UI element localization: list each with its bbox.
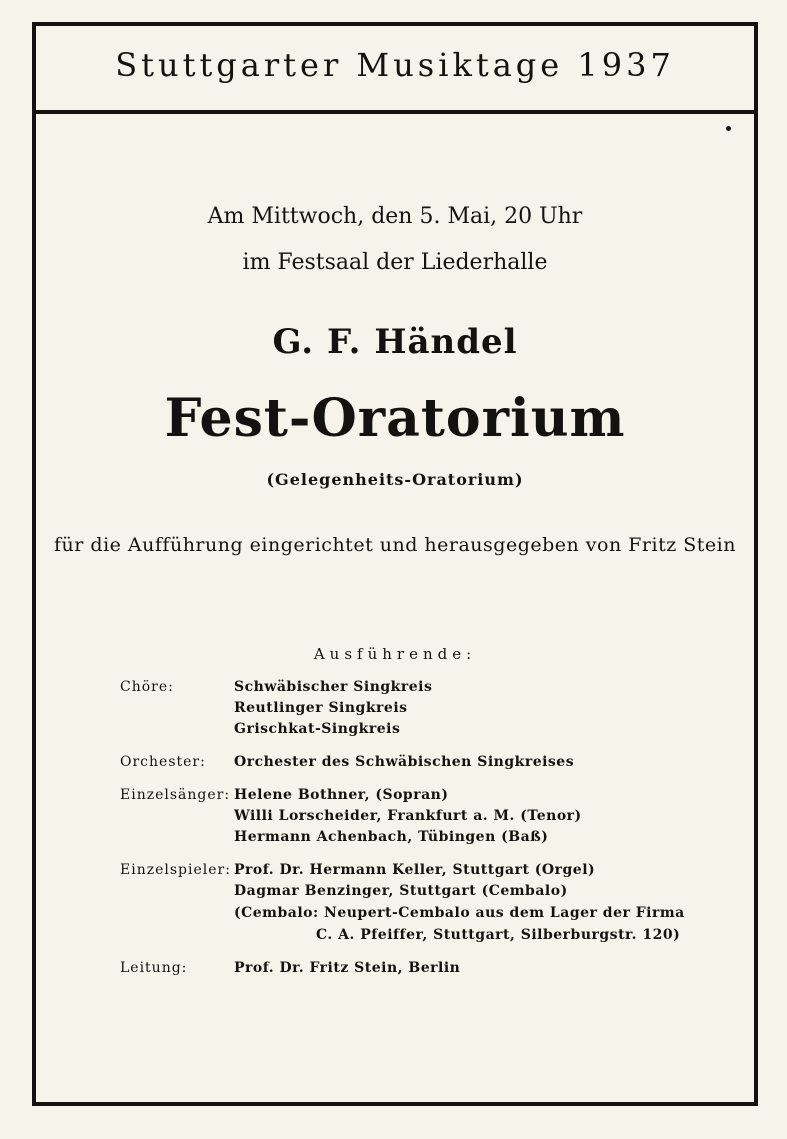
performer-name: Helene Bothner, (Sopran) xyxy=(234,787,449,803)
composer-name: G. F. Händel xyxy=(272,322,518,362)
event-date: Am Mittwoch, den 5. Mai, 20 Uhr xyxy=(207,204,583,229)
performer-name: Dagmar Benzinger, Stuttgart (Cembalo) xyxy=(234,883,568,899)
performer-name: Willi Lorscheider, Frankfurt a. M. (Tenor) xyxy=(234,808,582,824)
header-title: Stuttgarter Musiktage 1937 xyxy=(115,46,675,84)
cembalo-note-line: C. A. Pfeiffer, Stuttgart, Silberburgstr. 120) xyxy=(316,927,681,943)
role-label: Einzelspieler: xyxy=(120,862,231,878)
performer-group-orchestra xyxy=(120,752,740,773)
performer-group-singers xyxy=(120,785,740,848)
role-label: Einzelsänger: xyxy=(120,787,231,803)
role-label: Leitung: xyxy=(120,960,188,976)
performer-name: Prof. Dr. Hermann Keller, Stuttgart (Orgel) xyxy=(234,862,596,878)
performer-group-choirs xyxy=(120,677,740,740)
work-title: Fest-Oratorium xyxy=(164,388,626,449)
role-label: Chöre: xyxy=(120,679,174,695)
arrangement-credit: für die Aufführung eingerichtet und herausgegeben von Fritz Stein xyxy=(54,534,736,556)
performer-group-conductor xyxy=(120,958,740,979)
performer-names xyxy=(234,752,740,773)
event-venue: im Festsaal der Liederhalle xyxy=(242,250,548,275)
performer-name: Hermann Achenbach, Tübingen (Baß) xyxy=(234,829,549,845)
performers-list xyxy=(120,677,740,991)
performer-group-instrumentalists xyxy=(120,860,740,946)
performer-name: Reutlinger Singkreis xyxy=(234,700,408,716)
cembalo-note-line: (Cembalo: Neupert-Cembalo aus dem Lager der Firma xyxy=(234,905,685,921)
performers-heading: Ausführende: xyxy=(313,645,477,663)
performer-names xyxy=(234,785,740,848)
performer-names xyxy=(234,860,740,946)
role-label: Orchester: xyxy=(120,754,206,770)
performer-names xyxy=(234,677,740,740)
performer-name: Grischkat-Singkreis xyxy=(234,721,401,737)
performer-name: Orchester des Schwäbischen Singkreises xyxy=(234,754,575,770)
performer-name: Schwäbischer Singkreis xyxy=(234,679,433,695)
print-speck xyxy=(726,126,731,131)
header-divider xyxy=(36,110,754,114)
performer-names xyxy=(234,958,740,979)
work-subtitle: (Gelegenheits-Oratorium) xyxy=(266,470,524,489)
performer-name: Prof. Dr. Fritz Stein, Berlin xyxy=(234,960,461,976)
